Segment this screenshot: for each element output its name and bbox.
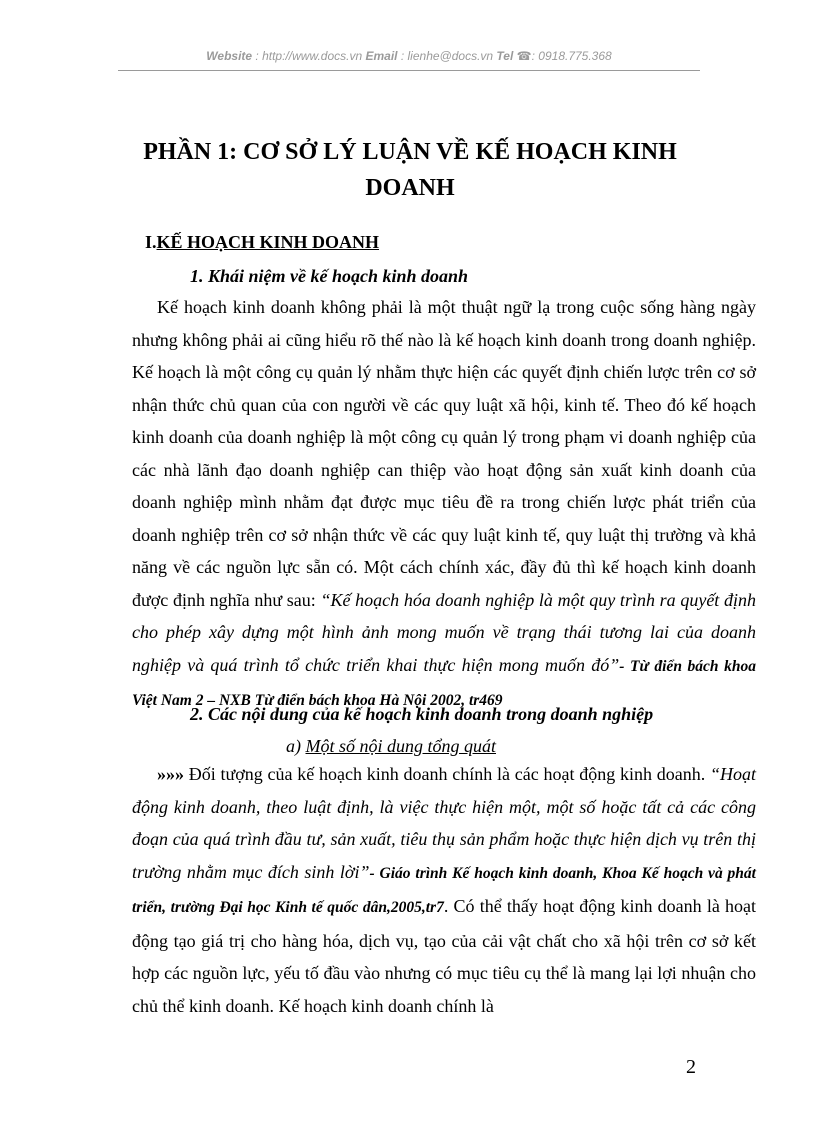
page-header [118, 49, 700, 63]
section-heading [145, 232, 379, 253]
subsection-heading [286, 736, 496, 757]
website-label: Website [206, 49, 253, 63]
tel-value: : 0918.775.368 [531, 49, 612, 63]
page-title: PHẦN 1: CƠ SỞ LÝ LUẬN VỀ KẾ HOẠCH KINH DOANH [143, 139, 677, 201]
subheading-2: 2. Các nội dung của kế hoạch kinh doanh trong doanh nghiệp [190, 704, 654, 724]
tel-label: Tel [496, 49, 514, 63]
section-title: KẾ HOẠCH KINH DOANH [156, 232, 380, 252]
paragraph-1-text: Kế hoạch kinh doanh không phải là một thuật ngữ lạ trong cuộc sống hàng ngày nhưng không phải ai cũng hiểu rõ thế nào là kế hoạch kinh doanh trong doanh nghiệp. Kế hoạch là một công cụ quản lý nhằm thực hiện các quyết định chiến lược trên cơ sở nhận thức chủ quan của con người về các quy luật xã hội, kinh tế. Theo đó kế hoạch kinh doanh của doanh nghiệp là một công cụ quản lý trong phạm vi doanh nghiệp của các nhà lãnh đạo doanh nghiệp can thiệp vào hoạt động sản xuất kinh doanh của doanh nghiệp mình nhằm đạt được mục tiêu đề ra trong chiến lược phát triển của doanh nghiệp trên cơ sở nhận thức về các quy luật kinh tế, quy luật thị trường và khả năng về các nguồn lực sẵn có. Một cách chính xác, đầy đủ thì kế hoạch kinh doanh được định nghĩa như sau: [132, 297, 756, 610]
subheading-1: 1. Khái niệm về kế hoạch kinh doanh [190, 266, 469, 286]
website-value: : http://www.docs.vn [255, 49, 363, 63]
subsection-prefix: a) [286, 736, 301, 756]
bullet-icon: »»» [157, 764, 184, 784]
paragraph-1 [132, 291, 756, 718]
paragraph-2-text-a: Đối tượng của kế hoạch kinh doanh chính là các hoạt động kinh doanh. [188, 764, 710, 784]
subsection-title: Một số nội dung tổng quát [305, 736, 497, 756]
paragraph-2-text-b: . Có thể thấy hoạt động kinh doanh là hoạt động tạo giá trị cho hàng hóa, dịch vụ, tạo của cải vật chất cho xã hội trên cơ sở kết hợp các nguồn lực, yếu tố đầu vào nhưng có mục tiêu cụ thể là mang lại lợi nhuận cho chủ thể kinh doanh. Kế hoạch kinh doanh chính là [132, 896, 756, 1016]
email-label: Email [365, 49, 398, 63]
header-divider [118, 70, 700, 71]
paragraph-2-citation: - Giáo trình Kế hoạch kinh doanh, Khoa Kế hoạch và phát triển, trường Đại học Kinh tế quốc dân,2005,tr7 [132, 864, 756, 916]
page-number: 2 [686, 1056, 696, 1078]
paragraph-1-citation: - Từ điển bách khoa Việt Nam 2 – NXB Từ điển bách khoa Hà Nội 2002, tr469 [132, 657, 757, 709]
paragraph-1-quote: “Kế hoạch hóa doanh nghiệp là một quy trình ra quyết định cho phép xây dựng một hình ảnh mong muốn về trạng thái tương lai của doanh nghiệp và quá trình tổ chức triển khai thực hiện mong muốn đó” [132, 589, 756, 675]
section-prefix: I. [145, 232, 157, 252]
paragraph-2 [132, 758, 756, 1022]
telephone-icon: ☎ [516, 49, 532, 63]
email-value: : lienhe@docs.vn [400, 49, 494, 63]
paragraph-2-quote: “Hoạt động kinh doanh, theo luật định, là việc thực hiện một, một số hoặc tất cả các công đoạn của quá trình đầu tư, sản xuất, tiêu thụ sản phẩm hoặc thực hiện dịch vụ trên thị trường nhằm mục đích sinh lời” [132, 764, 757, 882]
